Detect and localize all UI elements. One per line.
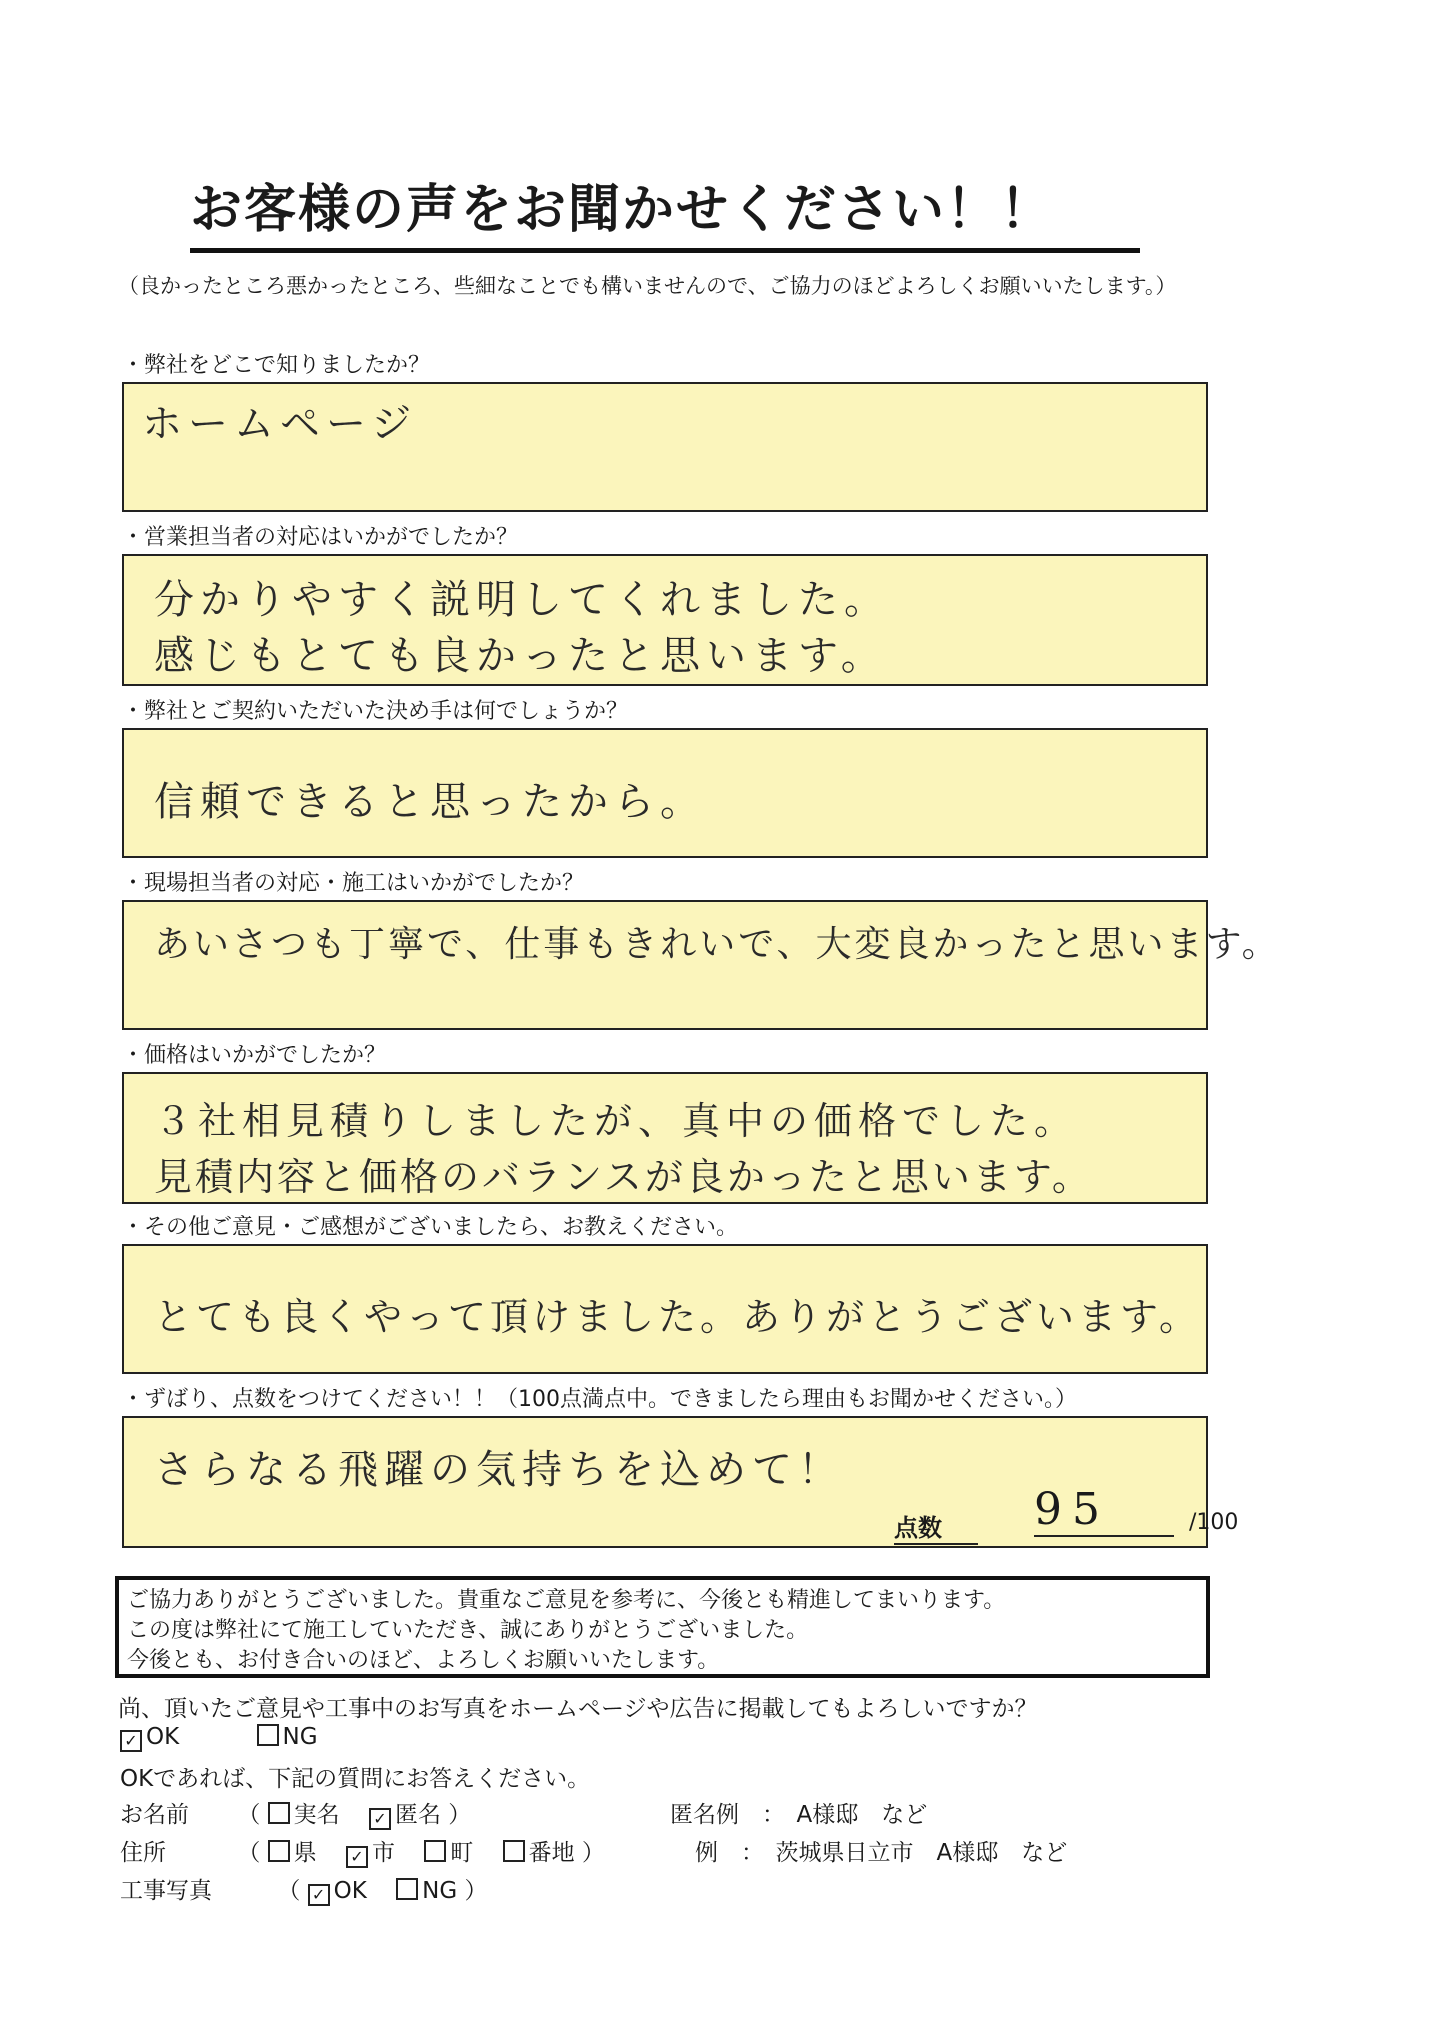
answer-1-line-1: ホームページ [142,401,418,447]
address-close-paren: ） [581,1840,605,1866]
score-value: 95 [1034,1484,1174,1537]
answer-5-line-2: 見積内容と価格のバランスが良かったと思います。 [154,1155,1093,1199]
photo-ok-label: OK [333,1878,367,1904]
thanks-box [115,1576,1210,1678]
address-number-label: 番地 [528,1840,575,1866]
answer-box-6 [122,1244,1208,1374]
photo-ok-checkbox[interactable]: ✓ [308,1884,330,1906]
name-label: お名前 [120,1802,189,1828]
permission-ok-label: OK [146,1724,180,1750]
address-town-checkbox[interactable] [424,1840,446,1862]
permission-question: 尚、頂いたご意見や工事中のお写真をホームページや広告に掲載してもよろしいですか？ [118,1696,1038,1722]
question-1-label: ・弊社をどこで知りましたか？ [122,353,431,378]
answer-box-3 [122,728,1208,858]
name-row [120,1796,471,1830]
answer-box-4 [122,900,1281,1030]
address-number-checkbox[interactable] [503,1840,525,1862]
address-town-label: 町 [450,1840,474,1866]
photo-close-paren: ） [464,1878,488,1904]
name-real-label: 実名 [293,1802,340,1828]
question-2-label: ・営業担当者の対応はいかがでしたか？ [122,525,519,550]
answer-6-line-1: とても良くやって頂けました。ありがとうございます。 [154,1295,1201,1339]
name-anon-checkbox[interactable]: ✓ [369,1808,391,1830]
photo-ng-checkbox[interactable] [396,1878,418,1900]
permission-ng-label: NG [282,1724,318,1750]
score-max: /100 [1189,1510,1239,1535]
name-open-paren: （ [237,1802,261,1828]
question-4-label: ・現場担当者の対応・施工はいかがでしたか？ [122,871,585,896]
answer-7-line-1: さらなる飛躍の気持ちを込めて！ [154,1447,844,1493]
answer-5-line-1: ３社相見積りしましたが、真中の価格でした。 [154,1099,1079,1143]
address-city-checkbox[interactable]: ✓ [346,1846,368,1868]
page-subtitle: （良かったところ悪かったところ、些細なことでも構いませんので、ご協力のほどよろしくお願いいたします。） [118,274,1177,298]
name-anon-label: 匿名 [394,1802,441,1828]
photo-label: 工事写真 [120,1878,212,1904]
question-5-label: ・価格はいかがでしたか？ [122,1043,387,1068]
page-title: お客様の声をお聞かせください！！ [190,178,1140,253]
answer-4-line-1: あいさつも丁寧で、仕事もきれいで、大変良かったと思います。 [154,924,1281,965]
address-pref-checkbox[interactable] [268,1840,290,1862]
question-7-label: ・ずばり、点数をつけてください！！（100点満点中。できましたら理由もお聞かせください。） [122,1387,1077,1412]
permission-options [120,1724,340,1752]
name-real-checkbox[interactable] [268,1802,290,1824]
answer-2-line-2: 感じもとても良かったと思います。 [154,633,887,679]
answer-box-5 [122,1072,1208,1204]
question-3-label: ・弊社とご契約いただいた決め手は何でしょうか？ [122,699,629,724]
photo-row [120,1872,487,1906]
question-6-label: ・その他ご意見・ご感想がございましたら、お教えください。 [122,1215,739,1240]
answer-2-line-1: 分かりやすく説明してくれました。 [154,577,890,623]
photo-open-paren: （ [277,1878,301,1904]
thanks-line-2: この度は弊社にて施工していただき、誠にありがとうございました。 [127,1618,809,1643]
photo-ng-label: NG [422,1878,458,1904]
answer-box-7 [122,1416,1239,1548]
address-row [120,1834,605,1868]
score-label: 点数 [894,1508,978,1545]
thanks-line-3: 今後とも、お付き合いのほど、よろしくお願いいたします。 [127,1648,720,1673]
answer-3-line-1: 信頼できると思ったから。 [154,779,706,825]
address-example: 例 ： 茨城県日立市 A様邸 など [695,1840,1068,1866]
address-label: 住所 [120,1840,166,1866]
permission-ok-checkbox[interactable]: ✓ [120,1730,142,1752]
name-close-paren: ） [448,1802,472,1828]
permission-followup: OKであれば、下記の質問にお答えください。 [120,1766,591,1792]
name-example: 匿名例 ： A様邸 など [670,1802,928,1828]
address-pref-label: 県 [293,1840,317,1866]
answer-box-1 [122,382,1208,512]
permission-ng-checkbox[interactable] [257,1724,279,1746]
address-city-label: 市 [371,1840,395,1866]
thanks-line-1: ご協力ありがとうございました。貴重なご意見を参考に、今後とも精進してまいります。 [127,1588,1006,1613]
address-open-paren: （ [237,1840,261,1866]
answer-box-2 [122,554,1208,686]
